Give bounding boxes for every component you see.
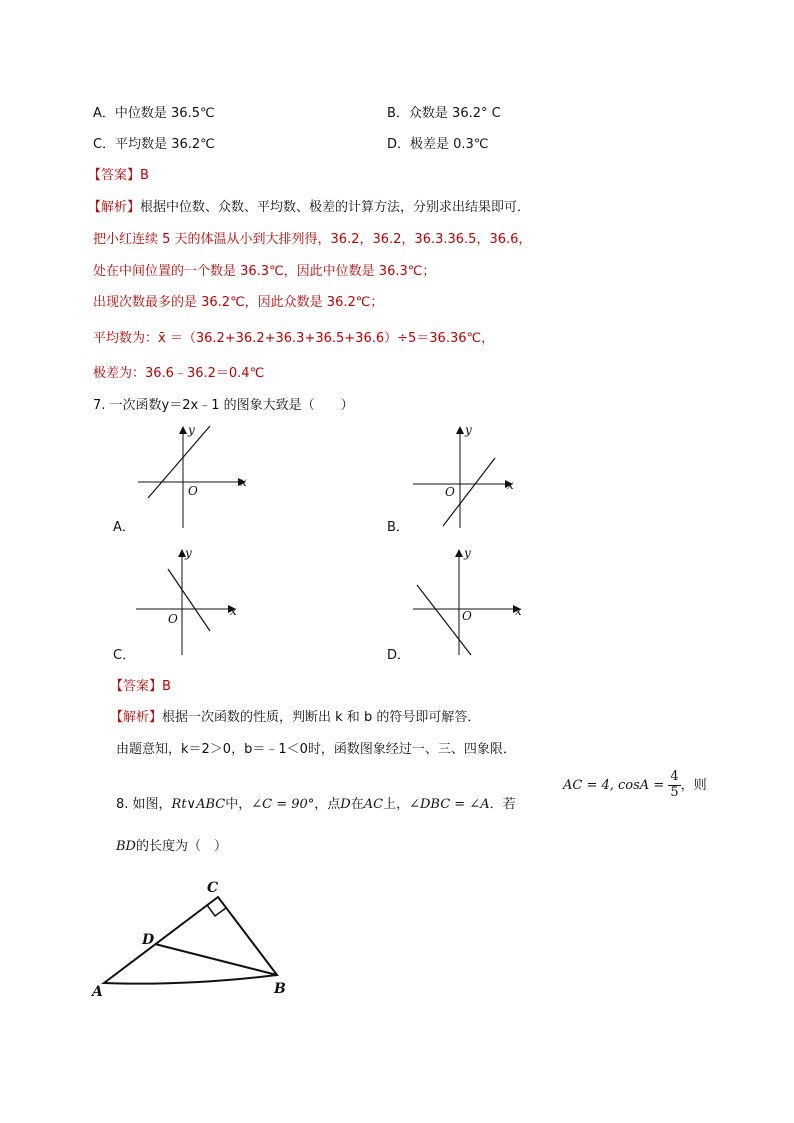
condition: AC = 4, cosA = $\frac{4}{5}$ ，则 [563, 769, 707, 800]
svg-text:y: y [185, 546, 192, 560]
svg-text:x: x [515, 604, 522, 618]
svg-text:O: O [462, 609, 472, 623]
answer-7-line [110, 675, 171, 694]
analysis-line [88, 196, 530, 215]
question-8-stem: 8. 如图，Rt∨ABC中，∠C = 90°，点D在AC上，∠DBC = ∠A．若 [116, 797, 516, 812]
svg-text:x: x [230, 604, 237, 618]
rt-abc: Rt∨ABC [171, 797, 226, 812]
graph-d [405, 545, 535, 657]
conclusion-7: 由题意知，k＝2＞0，b＝﹣1＜0时，函数图象经过一、三、四象限． [116, 742, 516, 757]
solution-line-4: 平均数为：x̄ ＝（36.2+36.2+36.3+36.5+36.6）÷5＝36.36℃， [93, 331, 495, 346]
svg-text:y: y [188, 423, 195, 437]
option-b: B．众数是 36.2° C [387, 106, 501, 121]
answer-7-tag: 【答案】 [110, 679, 163, 694]
svg-text:D: D [142, 932, 155, 948]
svg-text:O: O [168, 612, 178, 626]
svg-text:O: O [445, 485, 455, 499]
angle-equation: ∠DBC = ∠A [409, 797, 490, 812]
svg-text:y: y [464, 546, 471, 560]
solution-line-5: 极差为：36.6﹣36.2＝0.4℃ [93, 366, 265, 381]
answer-value: B [140, 168, 149, 183]
function-line [148, 426, 210, 498]
answer-tag: 【答案】 [88, 168, 141, 183]
solution-line-1: 把小红连续 5 天的体温从小到大排列得，36.2，36.2，36.3.36.5，36.6， [93, 232, 532, 247]
graph-b-label: B． [387, 520, 409, 535]
graph-b [405, 422, 535, 530]
answer-line [88, 164, 149, 183]
graph-a-label: A． [113, 520, 135, 535]
svg-text:x: x [240, 475, 247, 489]
graph-c [130, 545, 260, 657]
option-c: C．平均数是 36.2℃ [93, 137, 215, 152]
graph-c-label: C． [113, 648, 136, 663]
answer-7-value: B [162, 679, 171, 694]
analysis-7-line [110, 706, 480, 725]
solution-line-3: 出现次数最多的是 36.2℃，因此众数是 36.2℃； [93, 295, 384, 310]
svg-text:C: C [207, 880, 219, 896]
triangle-figure [86, 872, 306, 1011]
fraction-4-5: $\frac{4}{5}$ [670, 769, 679, 800]
question-7-stem: 7. 一次函数y＝2x﹣1 的图象大致是（ ） [93, 398, 354, 413]
analysis-7-text: 根据一次函数的性质，判断出 k 和 b 的符号即可解答． [162, 710, 481, 725]
question-8-line-2: BD的长度为（ ） [116, 839, 227, 854]
analysis-7-tag: 【解析】 [110, 710, 163, 725]
analysis-text: 根据中位数、众数、平均数、极差的计算方法，分别求出结果即可． [140, 200, 531, 215]
angle-c: ∠C = 90° [251, 797, 315, 812]
svg-text:B: B [274, 981, 286, 997]
option-a: A．中位数是 36.5℃ [93, 106, 215, 121]
option-d: D．极差是 0.3℃ [387, 137, 489, 152]
analysis-tag: 【解析】 [88, 200, 141, 215]
svg-text:A: A [92, 984, 103, 1000]
svg-text:x: x [507, 478, 514, 492]
svg-text:y: y [465, 423, 472, 437]
graph-d-label: D． [387, 648, 411, 663]
solution-line-2: 处在中间位置的一个数是 36.3℃，因此中位数是 36.3℃； [93, 264, 436, 279]
svg-text:O: O [188, 484, 198, 498]
graph-a [130, 422, 260, 530]
